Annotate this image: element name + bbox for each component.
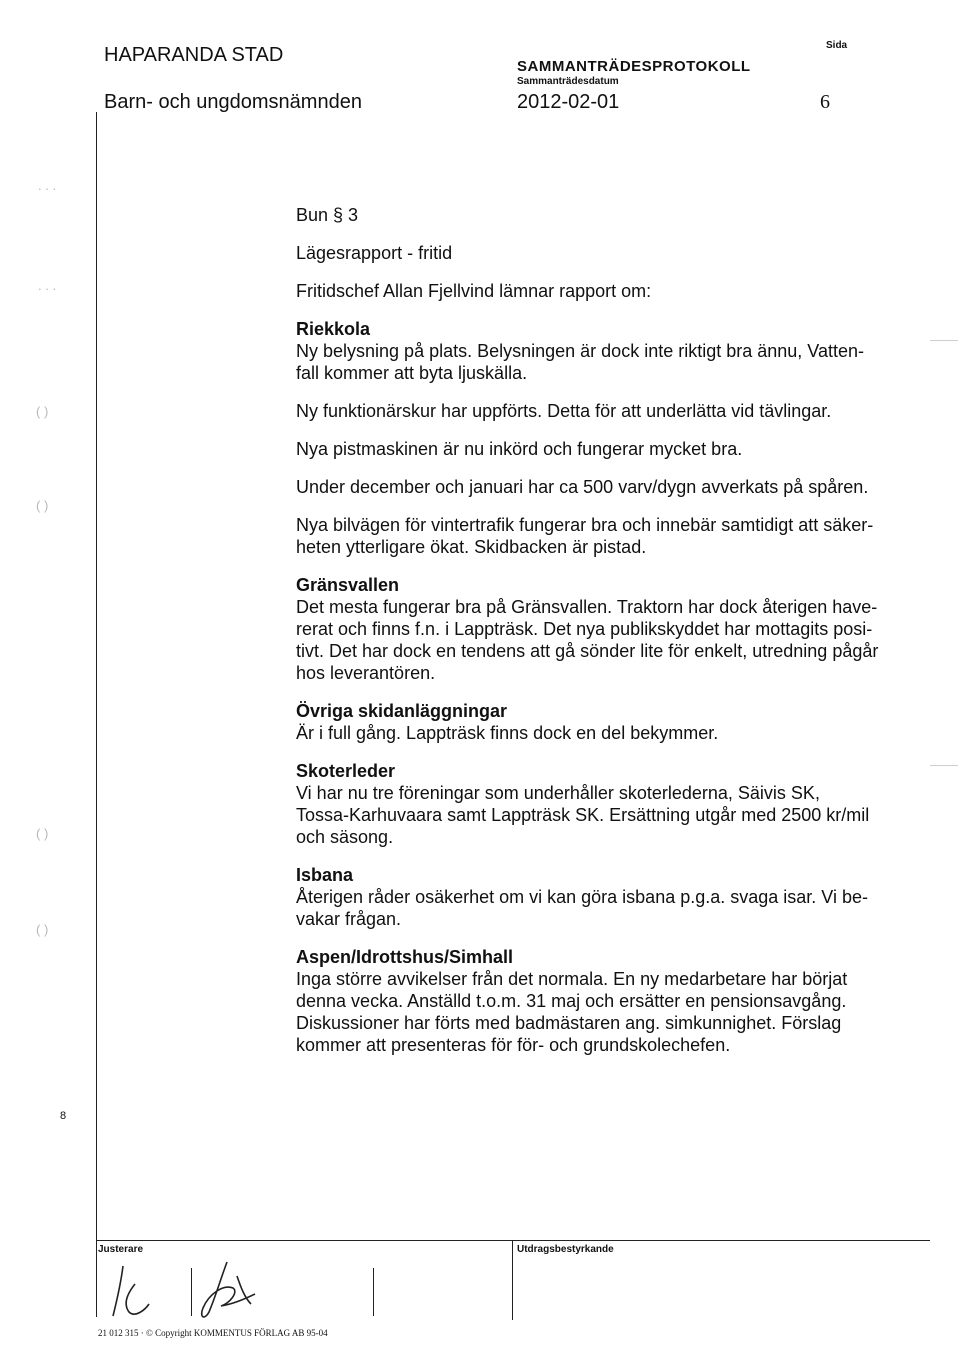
skoterleder-text: Tossa-Karhuvaara samt Lappträsk SK. Ersättning utgår med 2500 kr/mil — [296, 805, 870, 825]
footer-rule — [96, 1240, 930, 1241]
gransvallen-text: Det mesta fungerar bra på Gränsvallen. Traktorn har dock återigen have- — [296, 597, 878, 617]
isbana-text: Återigen råder osäkerhet om vi kan göra isbana p.g.a. svaga isar. Vi be- — [296, 887, 868, 907]
committee-name: Barn- och ungdomsnämnden — [104, 91, 362, 113]
gransvallen-text: tivt. Det har dock en tendens att gå sönder lite för enkelt, utredning pågår — [296, 641, 879, 661]
page-number: 6 — [820, 91, 830, 113]
gransvallen-text: hos leverantören. — [296, 663, 436, 683]
signature-initials — [105, 1258, 365, 1324]
margin-paren: ( ) — [36, 498, 49, 513]
heading-isbana: Isbana — [296, 865, 354, 885]
minutes-body — [296, 204, 936, 1056]
organization-name: HAPARANDA STAD — [104, 44, 284, 66]
left-margin-line — [96, 112, 97, 1317]
meeting-date-label: Sammanträdesdatum — [517, 76, 619, 87]
riekkola-text: Nya pistmaskinen är nu inkörd och fungerar mycket bra. — [296, 439, 743, 459]
section-intro: Fritidschef Allan Fjellvind lämnar rapport om: — [296, 281, 652, 301]
section-title: Lägesrapport - fritid — [296, 243, 453, 263]
print-info: 21 012 315 · © Copyright KOMMENTUS FÖRLAG AB 95-04 — [98, 1328, 328, 1338]
ovriga-text: Är i full gång. Lappträsk finns dock en del bekymmer. — [296, 723, 719, 743]
heading-aspen: Aspen/Idrottshus/Simhall — [296, 947, 514, 967]
riekkola-text: heten ytterligare ökat. Skidbacken är pistad. — [296, 537, 647, 557]
margin-paren: ( ) — [36, 922, 49, 937]
utdragsbestyrkande-label: Utdragsbestyrkande — [517, 1244, 614, 1255]
margin-dots: . . . — [38, 178, 57, 193]
document-type: SAMMANTRÄDESPROTOKOLL — [517, 58, 751, 75]
skoterleder-text: Vi har nu tre föreningar som underhåller skoterlederna, Säivis SK, — [296, 783, 820, 803]
page-label: Sida — [826, 40, 848, 51]
riekkola-text: fall kommer att byta ljuskälla. — [296, 363, 528, 383]
margin-paren: ( ) — [36, 826, 49, 841]
meeting-date: 2012-02-01 — [517, 91, 620, 113]
riekkola-text: Ny belysning på plats. Belysningen är dock inte riktigt bra ännu, Vatten- — [296, 341, 864, 361]
signature-separator — [373, 1268, 374, 1316]
justerare-label: Justerare — [98, 1244, 144, 1255]
aspen-text: Inga större avvikelser från det normala. En ny medarbetare har börjat — [296, 969, 848, 989]
heading-ovriga: Övriga skidanläggningar — [296, 701, 508, 721]
margin-paren: ( ) — [36, 404, 49, 419]
margin-dots: . . . — [38, 278, 57, 293]
heading-gransvallen: Gränsvallen — [296, 575, 400, 595]
gransvallen-text: rerat och finns f.n. i Lappträsk. Det nya publikskyddet har mottagits posi- — [296, 619, 873, 639]
riekkola-text: Nya bilvägen för vintertrafik fungerar bra och innebär samtidigt att säker- — [296, 515, 874, 535]
aspen-text: denna vecka. Anställd t.o.m. 31 maj och ersätter en pensionsavgång. — [296, 991, 847, 1011]
heading-skoterleder: Skoterleder — [296, 761, 396, 781]
skoterleder-text: och säsong. — [296, 827, 394, 847]
riekkola-text: Under december och januari har ca 500 varv/dygn avverkats på spåren. — [296, 477, 869, 497]
margin-number: 8 — [60, 1110, 67, 1122]
aspen-text: Diskussioner har förts med badmästaren ang. simkunnighet. Förslag — [296, 1013, 842, 1033]
heading-riekkola: Riekkola — [296, 319, 371, 339]
aspen-text: kommer att presenteras för för- och grundskolechefen. — [296, 1035, 731, 1055]
footer-divider — [512, 1240, 513, 1320]
section-id: Bun § 3 — [296, 205, 359, 225]
riekkola-text: Ny funktionärskur har uppförts. Detta för att underlätta vid tävlingar. — [296, 401, 832, 421]
isbana-text: vakar frågan. — [296, 909, 402, 929]
